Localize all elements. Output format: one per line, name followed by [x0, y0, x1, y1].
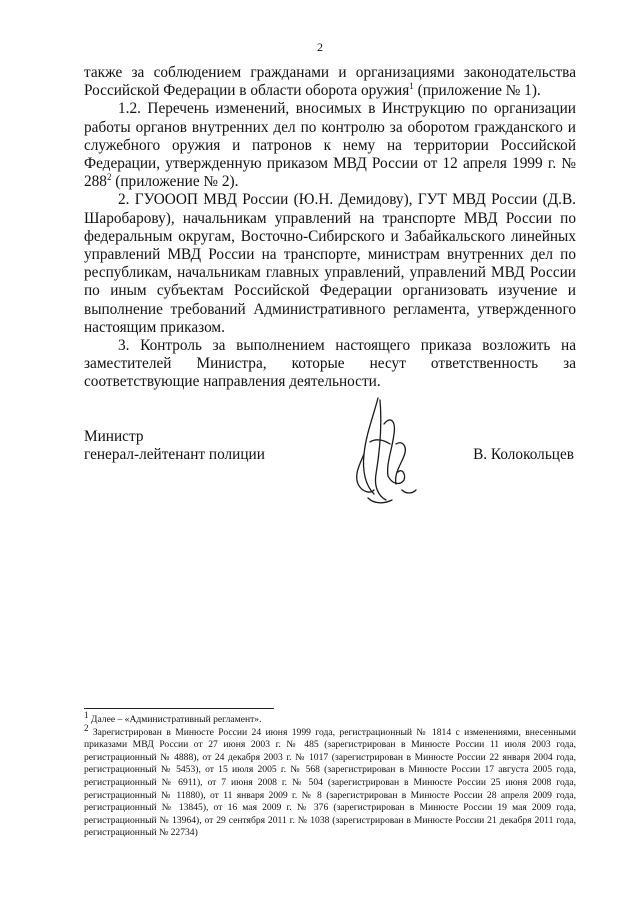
footnote-text: Далее – «Административный регламент».: [88, 714, 262, 725]
signature-block: [84, 428, 576, 528]
handwritten-signature: [344, 394, 424, 514]
paragraph-item-1-2: [84, 100, 576, 191]
footnotes: [84, 709, 576, 840]
paragraph-item-2: 2. ГУОООП МВД России (Ю.Н. Демидову), ГУТ МВД России (Д.В. Шаробарову), начальникам управлений на транспорте МВД России по федеральным округам, Восточно-Сибирского и Забайкальского линейных управлений МВД России на транспорте, министрам внутренних дел по республикам, начальникам главных управлений, управлений МВД России по иным субъектам Российской Федерации организовать изучение и выполнение требований Административного регламента, утвержденного настоящим приказом.: [84, 191, 576, 336]
footnote-2: [84, 722, 576, 840]
signer-rank: генерал-лейтенант полиции: [84, 446, 265, 464]
signer-name: В. Колокольцев: [473, 446, 574, 463]
footnote-divider: [84, 708, 274, 709]
paragraph-item-3: 3. Контроль за выполнением настоящего приказа возложить на заместителей Министра, которые несут ответственность за соответствующие направления деятельности.: [84, 337, 576, 391]
paragraph-text: (приложение № 1).: [413, 82, 541, 100]
footnote-reference: 2: [106, 172, 112, 183]
signer-title: [84, 428, 265, 464]
document-body: [84, 64, 576, 392]
page-number: 2: [317, 40, 323, 54]
signer-position: Министр: [84, 428, 144, 445]
paragraph-text: 1.2. Перечень изменений, вносимых в Инструкцию по организации работы органов внутренних дел по контролю за оборотом гражданского и служебного оружия и патронов к нему на территории Российской Федерации, утвержденную приказом МВД России от 12 апреля 1999 г. № 288: [84, 100, 576, 191]
paragraph-text: также за соблюдением гражданами и организациями законодательства Российской Федерации в области оборота оружия: [84, 64, 576, 100]
paragraph-continuation: [84, 64, 576, 100]
footnote-mark: 2: [84, 722, 89, 733]
footnote-1: [84, 709, 576, 727]
paragraph-text: (приложение № 2).: [111, 173, 239, 191]
footnote-mark: 1: [84, 709, 89, 720]
footnote-reference: 1: [409, 81, 414, 92]
footnote-text: Зарегистрирован в Минюсте России 24 июня 1999 года, регистрационный № 1814 с изменениями, внесенными приказами МВД России от 27 июня 2003 г. № 485 (зарегистрирован в Минюсте России 11 июля 2003 года, регистрационный № 4888), от 24 декабря 2003 г. № 1017 (зарегистрирован в Минюсте России 22 января 2004 года, регистрационный № 5453), от 15 июля 2005 г. № 568 (зарегистрирован в Минюсте России 17 августа 2005 года, регистрационный № 6911), от 7 июня 2008 г. № 504 (зарегистрирован в Минюсте России 25 июня 2008 года, регистрационный № 11880), от 11 января 2009 г. № 8 (зарегистрирован в Минюсте России 28 апреля 2009 года, регистрационный № 13845), от 16 мая 2009 г. № 376 (зарегистрирован в Минюсте России 19 мая 2009 года, регистрационный № 13964), от 29 сентября 2011 г. № 1038 (зарегистрирован в Минюсте России 21 декабря 2011 года, регистрационный № 22734): [84, 726, 576, 839]
